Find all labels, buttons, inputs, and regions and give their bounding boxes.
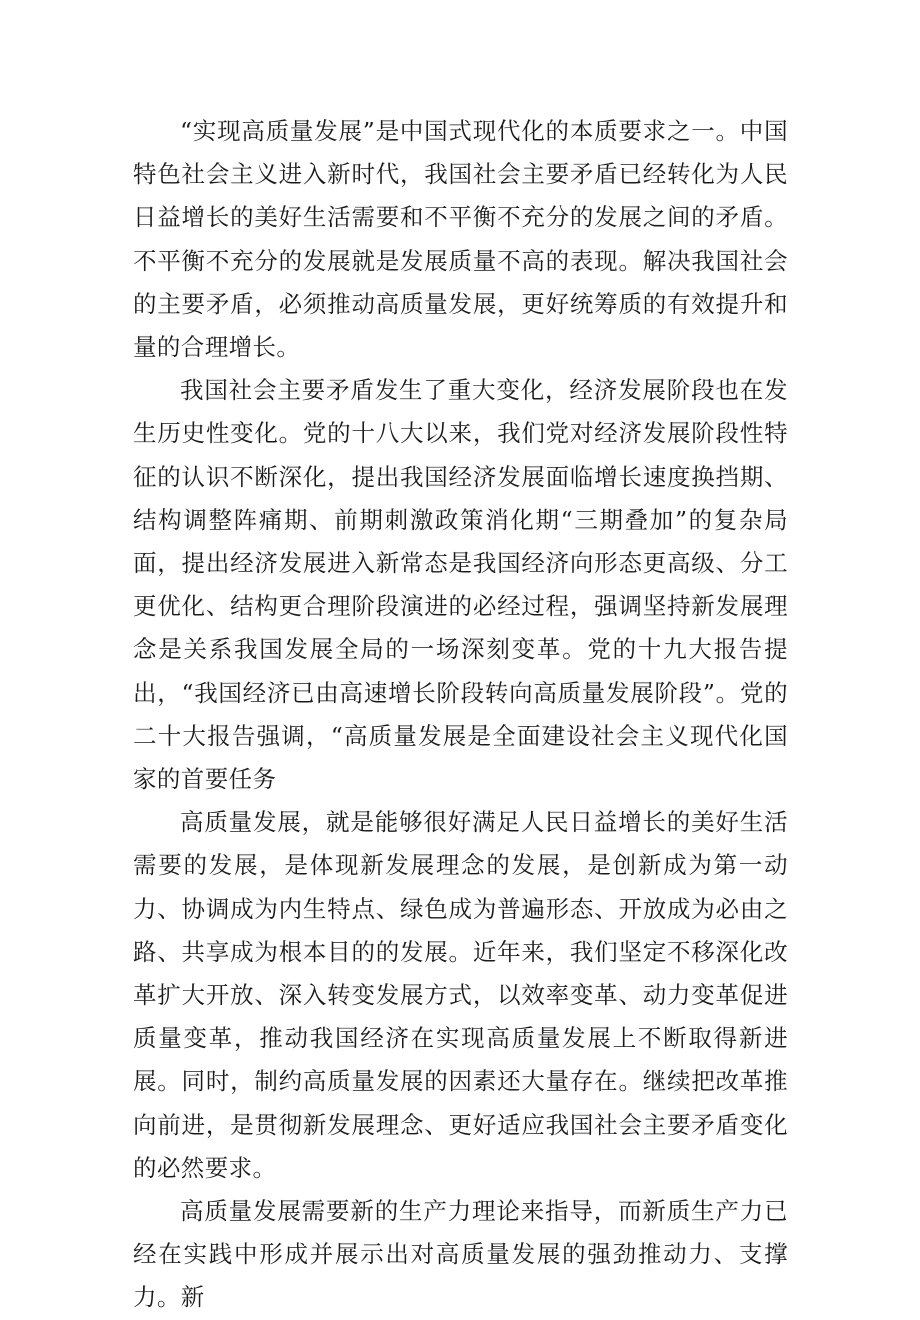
paragraph-4: 高质量发展需要新的生产力理论来指导，而新质生产力已经在实践中形成并展示出对高质量发展的强劲推动力、支撑力。新	[133, 1197, 788, 1312]
document-body	[133, 110, 788, 1320]
paragraph-2: 我国社会主要矛盾发生了重大变化，经济发展阶段也在发生历史性变化。党的十八大以来，我们党对经济发展阶段性特征的认识不断深化，提出我国经济发展面临增长速度换挡期、结构调整阵痛期、前期刺激政策消化期“三期叠加”的复杂局面，提出经济发展进入新常态是我国经济向形态更高级、分工更优化、结构更合理阶段演进的必经过程，强调坚持新发展理念是关系我国发展全局的一场深刻变革。党的十九大报告提出，“我国经济已由高速增长阶段转向高质量发展阶段”。党的二十大报告强调，“高质量发展是全面建设社会主义现代化国家的首要任务	[133, 376, 788, 794]
paragraph-3: 高质量发展，就是能够很好满足人民日益增长的美好生活需要的发展，是体现新发展理念的发展，是创新成为第一动力、协调成为内生特点、绿色成为普遍形态、开放成为必由之路、共享成为根本目的的发展。近年来，我们坚定不移深化改革扩大开放、深入转变发展方式，以效率变革、动力变革促进质量变革，推动我国经济在实现高质量发展上不断取得新进展。同时，制约高质量发展的因素还大量存在。继续把改革推向前进，是贯彻新发展理念、更好适应我国社会主要矛盾变化的必然要求。	[133, 808, 788, 1182]
paragraph-1: “实现高质量发展”是中国式现代化的本质要求之一。中国特色社会主义进入新时代，我国社会主要矛盾已经转化为人民日益增长的美好生活需要和不平衡不充分的发展之间的矛盾。不平衡不充分的发展就是发展质量不高的表现。解决我国社会的主要矛盾，必须推动高质量发展，更好统筹质的有效提升和量的合理增长。	[133, 117, 788, 362]
